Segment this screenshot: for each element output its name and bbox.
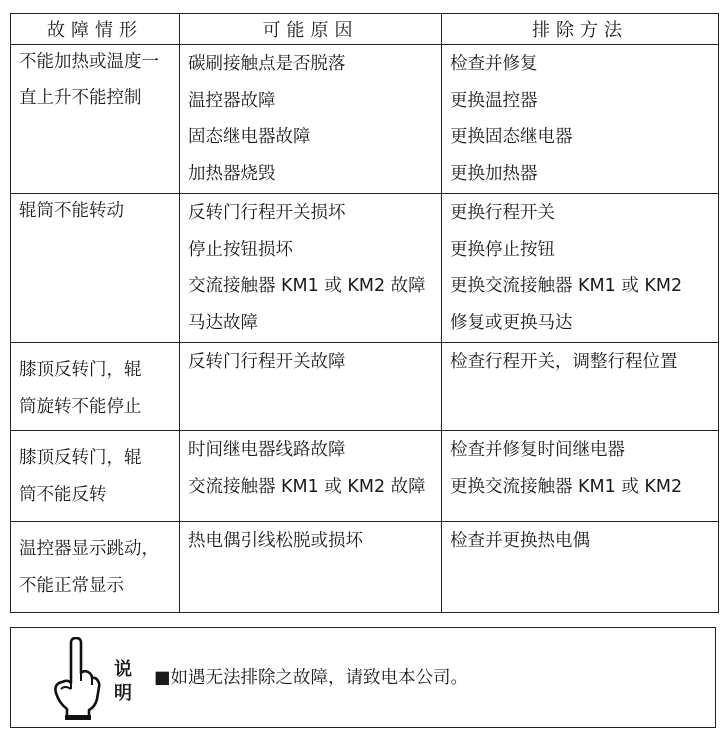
remedy-cell [442, 45, 719, 194]
table-row [11, 431, 719, 522]
header-symptom: 故障情形 [11, 14, 180, 45]
cause-line: 时间继电器线路故障 [188, 440, 346, 460]
symptom-cell [11, 343, 180, 431]
symptom-line: 辊筒不能转动 [19, 201, 124, 221]
pointing-hand-icon [47, 637, 103, 721]
note-box [10, 627, 716, 728]
cause-line: 反转门行程开关故障 [188, 352, 346, 372]
table-header-row [11, 14, 719, 45]
header-remedy: 排除方法 [442, 14, 719, 45]
remedy-line: 检查行程开关，调整行程位置 [450, 352, 678, 372]
troubleshooting-table [10, 13, 719, 613]
symptom-cell [11, 522, 180, 613]
symptom-line: 膝顶反转门，辊 [19, 448, 142, 468]
remedy-line: 检查并更换热电偶 [450, 531, 590, 551]
symptom-cell [11, 431, 180, 522]
symptom-line: 直上升不能控制 [19, 88, 142, 108]
remedy-cell [442, 194, 719, 343]
table-row [11, 343, 719, 431]
cause-line: 热电偶引线松脱或损坏 [188, 531, 363, 551]
cause-line: 温控器故障 [188, 90, 276, 111]
table-row [11, 522, 719, 613]
remedy-cell [442, 343, 719, 431]
remedy-cell [442, 431, 719, 522]
cause-cell [180, 194, 442, 343]
cause-line: 反转门行程开关损坏 [188, 203, 346, 223]
remedy-line: 更换加热器 [450, 163, 538, 184]
cause-line: 固态继电器故障 [188, 127, 311, 147]
cause-line: 交流接触器 KM1 或 KM2 故障 [188, 276, 426, 296]
note-text: ■如遇无法排除之故障，请致电本公司。 [154, 668, 469, 688]
cause-line: 碳刷接触点是否脱落 [188, 54, 346, 74]
cause-cell [180, 45, 442, 194]
symptom-line: 膝顶反转门，辊 [19, 360, 142, 380]
remedy-line: 修复或更换马达 [450, 312, 573, 333]
remedy-cell [442, 522, 719, 613]
note-title-char: 说 [114, 659, 132, 680]
remedy-line: 更换交流接触器 KM1 或 KM2 [450, 276, 683, 296]
symptom-line: 温控器显示跳动， [19, 539, 159, 559]
table-row [11, 45, 719, 194]
remedy-line: 更换固态继电器 [450, 127, 573, 147]
symptom-cell [11, 194, 180, 343]
symptom-line: 筒旋转不能停止 [19, 396, 142, 417]
cause-line: 加热器烧毁 [188, 163, 276, 184]
symptom-line: 筒不能反转 [19, 484, 107, 505]
cause-cell [180, 431, 442, 522]
cause-line: 马达故障 [188, 312, 258, 333]
note-title [114, 658, 134, 706]
header-cause: 可能原因 [180, 14, 442, 45]
symptom-cell [11, 45, 180, 194]
symptom-line: 不能加热或温度一 [19, 52, 159, 72]
symptom-line: 不能正常显示 [19, 575, 124, 596]
cause-line: 交流接触器 KM1 或 KM2 故障 [188, 476, 426, 497]
remedy-line: 更换行程开关 [450, 203, 555, 223]
cause-line: 停止按钮损坏 [188, 239, 293, 260]
remedy-line: 更换交流接触器 KM1 或 KM2 [450, 476, 683, 497]
remedy-line: 更换停止按钮 [450, 239, 555, 260]
remedy-line: 检查并修复 [450, 54, 538, 74]
cause-cell [180, 343, 442, 431]
cause-cell [180, 522, 442, 613]
remedy-line: 更换温控器 [450, 90, 538, 111]
table-row [11, 194, 719, 343]
note-title-char: 明 [114, 683, 132, 704]
remedy-line: 检查并修复时间继电器 [450, 440, 625, 460]
